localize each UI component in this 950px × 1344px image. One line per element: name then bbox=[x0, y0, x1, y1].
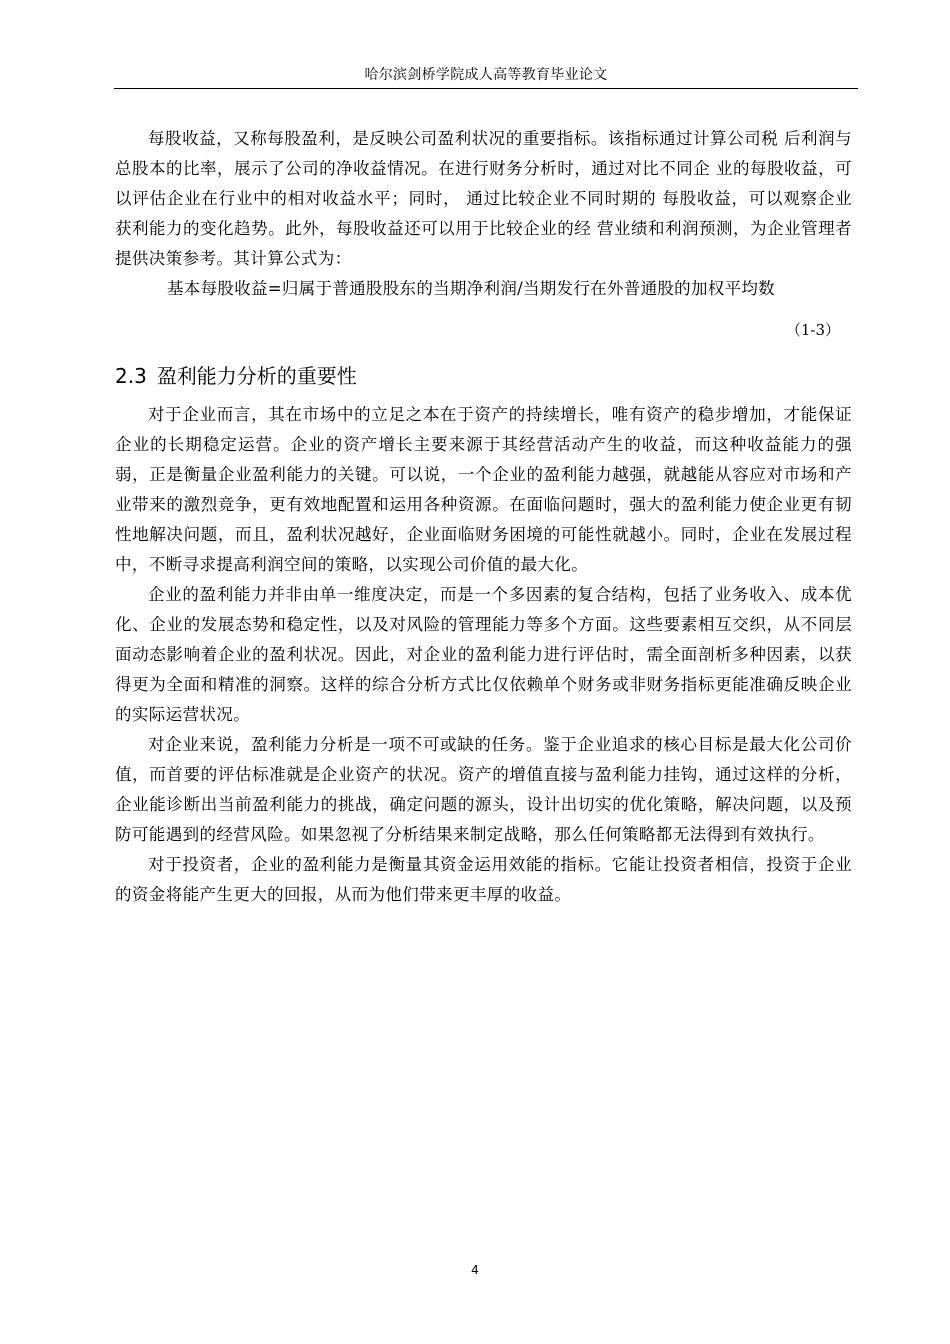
page-number: 4 bbox=[471, 1263, 479, 1277]
section-heading bbox=[115, 362, 852, 390]
formula-number: （1-3） bbox=[785, 321, 840, 339]
section-title: 盈利能力分析的重要性 bbox=[156, 364, 357, 388]
body-paragraph: 企业的盈利能力并非由单一维度决定，而是一个多因素的复合结构，包括了业务收入、成本优化、企业的发展态势和稳定性，以及对风险的管理能力等多个方面。这些要素相互交织，从不同层面动态影响着企业的盈利状况。因此，对企业的盈利能力进行评估时，需全面剖析多种因素，以获得更为全面和精准的洞察。这样的综合分析方式比仅依赖单个财务或非财务指标更能准确反映企业的实际运营状况。 bbox=[115, 585, 852, 724]
header-divider bbox=[114, 88, 858, 89]
page-header: 哈尔滨剑桥学院成人高等教育毕业论文 bbox=[364, 67, 608, 83]
page-body bbox=[115, 124, 852, 910]
body-paragraph: 对企业来说，盈利能力分析是一项不可或缺的任务。鉴于企业追求的核心目标是最大化公司价值，而首要的评估标准就是企业资产的状况。资产的增值直接与盈利能力挂钩，通过这样的分析，企业能诊断出当前盈利能力的挑战，确定问题的源头，设计出切实的优化策略，解决问题，以及预防可能遇到的经营风险。如果忽视了分析结果来制定战略，那么任何策略都无法得到有效执行。 bbox=[115, 735, 852, 844]
eps-formula: 基本每股收益=归属于普通股股东的当期净利润/当期发行在外普通股的加权平均数 bbox=[167, 279, 775, 298]
body-paragraph: 对于投资者，企业的盈利能力是衡量其资金运用效能的指标。它能让投资者相信，投资于企业的资金将能产生更大的回报，从而为他们带来更丰厚的收益。 bbox=[115, 855, 852, 904]
body-paragraph: 对于企业而言，其在市场中的立足之本在于资产的持续增长，唯有资产的稳步增加，才能保证企业的长期稳定运营。企业的资产增长主要来源于其经营活动产生的收益，而这种收益能力的强弱，正是衡量企业盈利能力的关键。可以说，一个企业的盈利能力越强，就越能从容应对市场和产业带来的激烈竞争，更有效地配置和运用各种资源。在面临问题时，强大的盈利能力使企业更有韧性地解决问题，而且，盈利状况越好，企业面临财务困境的可能性就越小。同时，企业在发展过程中，不断寻求提高利润空间的策略，以实现公司价值的最大化。 bbox=[115, 405, 852, 574]
section-number: 2.3 bbox=[115, 364, 147, 388]
intro-paragraph: 每股收益，又称每股盈利，是反映公司盈利状况的重要指标。该指标通过计算公司税 后利润与总股本的比率，展示了公司的净收益情况。在进行财务分析时，通过对比不同企 业的每股收益，可以评估企业在行业中的相对收益水平；同时， 通过比较企业不同时期的 每股收益，可以观察企业获利能力的变化趋势。此外，每股收益还可以用于比较企业的经 营业绩和利润预测，为企业管理者提供决策参考。其计算公式为： bbox=[115, 129, 852, 268]
